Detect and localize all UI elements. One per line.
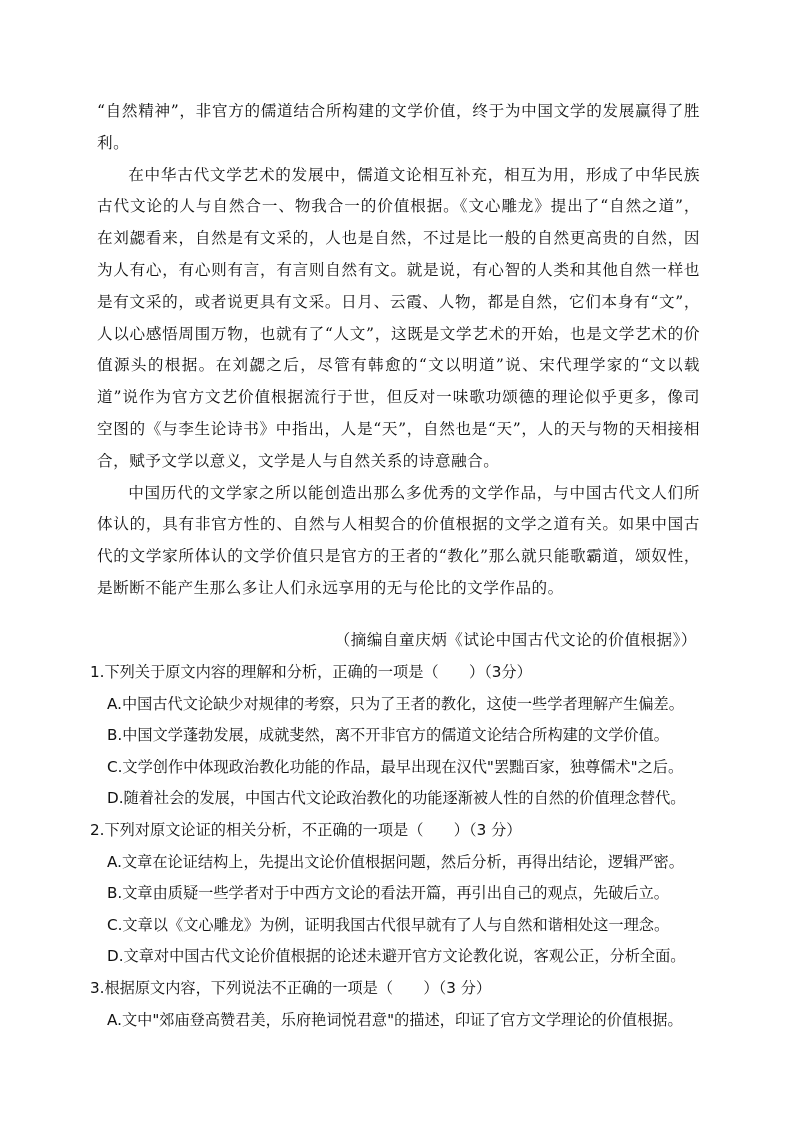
question-2 [90,815,710,973]
question-option-a: A.中国古代文论缺少对规律的考察，只为了王者的教化，这使一些学者理解产生偏差。 [107,694,684,713]
passage-paragraph: “自然精神”，非官方的儒道结合所构建的文学价值，终于为中国文学的发展赢得了胜利。 [97,102,700,152]
question-option-c: C.文学创作中体现政治教化功能的作品，最早出现在汉代"罢黜百家，独尊儒术"之后。 [107,757,684,776]
passage-source: （摘编自童庆炳《试论中国古代文论的价值根据》） [334,631,697,649]
passage-paragraph: 中国历代的文学家之所以能创造出那么多优秀的文学作品，与中国古代文人们所体认的，具有非官方性的、自然与人相契合的价值根据的文学之道有关。如果中国古代的文学家所体认的文学价值只是官方的王者的“教化”那么就只能歌霸道，颂奴性，是断断不能产生那么多让人们永远享用的无与伦比的文学作品的。 [97,483,700,597]
question-option-b: B.文章由质疑一些学者对于中西方文论的看法开篇，再引出自己的观点，先破后立。 [107,884,669,903]
question-option-d: D.文章对中国古代文论价值根据的论述未避开官方文论教化说，客观公正，分析全面。 [107,947,686,966]
question-stem: 1.下列关于原文内容的理解和分析，正确的一项是（ ）（3分） [90,663,532,681]
question-option-a: A.文章在论证结构上，先提出文论价值根据问题，然后分析，再得出结论，逻辑严密。 [107,852,684,871]
question-option-d: D.随着社会的发展，中国古代文论政治教化的功能逐渐被人性的自然的价值理念替代。 [107,789,686,808]
question-stem: 2.下列对原文论证的相关分析，不正确的一项是（ ）（3 分） [90,820,522,839]
question-option-c: C.文章以《文心雕龙》为例，证明我国古代很早就有了人与自然和谐相处这一理念。 [107,915,670,934]
reading-passage [97,96,700,605]
question-option-a: A.文中"郊庙登高赞君美，乐府艳词悦君意"的描述，印证了官方文学理论的价值根据。 [107,1010,683,1029]
question-stem: 3.根据原文内容，下列说法不正确的一项是（ ）（3 分） [90,978,492,997]
question-option-b: B.中国文学蓬勃发展，成就斐然，离不开非官方的儒道文论结合所构建的文学价值。 [107,726,669,745]
passage-paragraph: 在中华古代文学艺术的发展中，儒道文论相互补充，相互为用，形成了中华民族古代文论的人与自然合一、物我合一的价值根据。《文心雕龙》提出了“自然之道”，在刘勰看来，自然是有文采的，人也是自然，不过是比一般的自然更高贵的自然，因为人有心，有心则有言，有言则自然有文。就是说，有心智的人类和其他自然一样也是有文采的，或者说更具有文采。日月、云霞、人物，都是自然，它们本身有“文”，人以心感悟周围万物，也就有了“人文”，这既是文学艺术的开始，也是文学艺术的价值源头的根据。在刘勰之后，尽管有韩愈的“文以明道”说、宋代理学家的“文以载道”说作为官方文艺价值根据流行于世，但反对一味歌功颂德的理论似乎更多，像司空图的《与李生论诗书》中指出，人是“天”，自然也是“天”，人的天与物的天相接相合，赋予文学以意义，文学是人与自然关系的诗意融合。 [97,165,700,470]
question-3 [90,973,710,1036]
question-list [90,657,710,1036]
question-1 [90,657,710,815]
